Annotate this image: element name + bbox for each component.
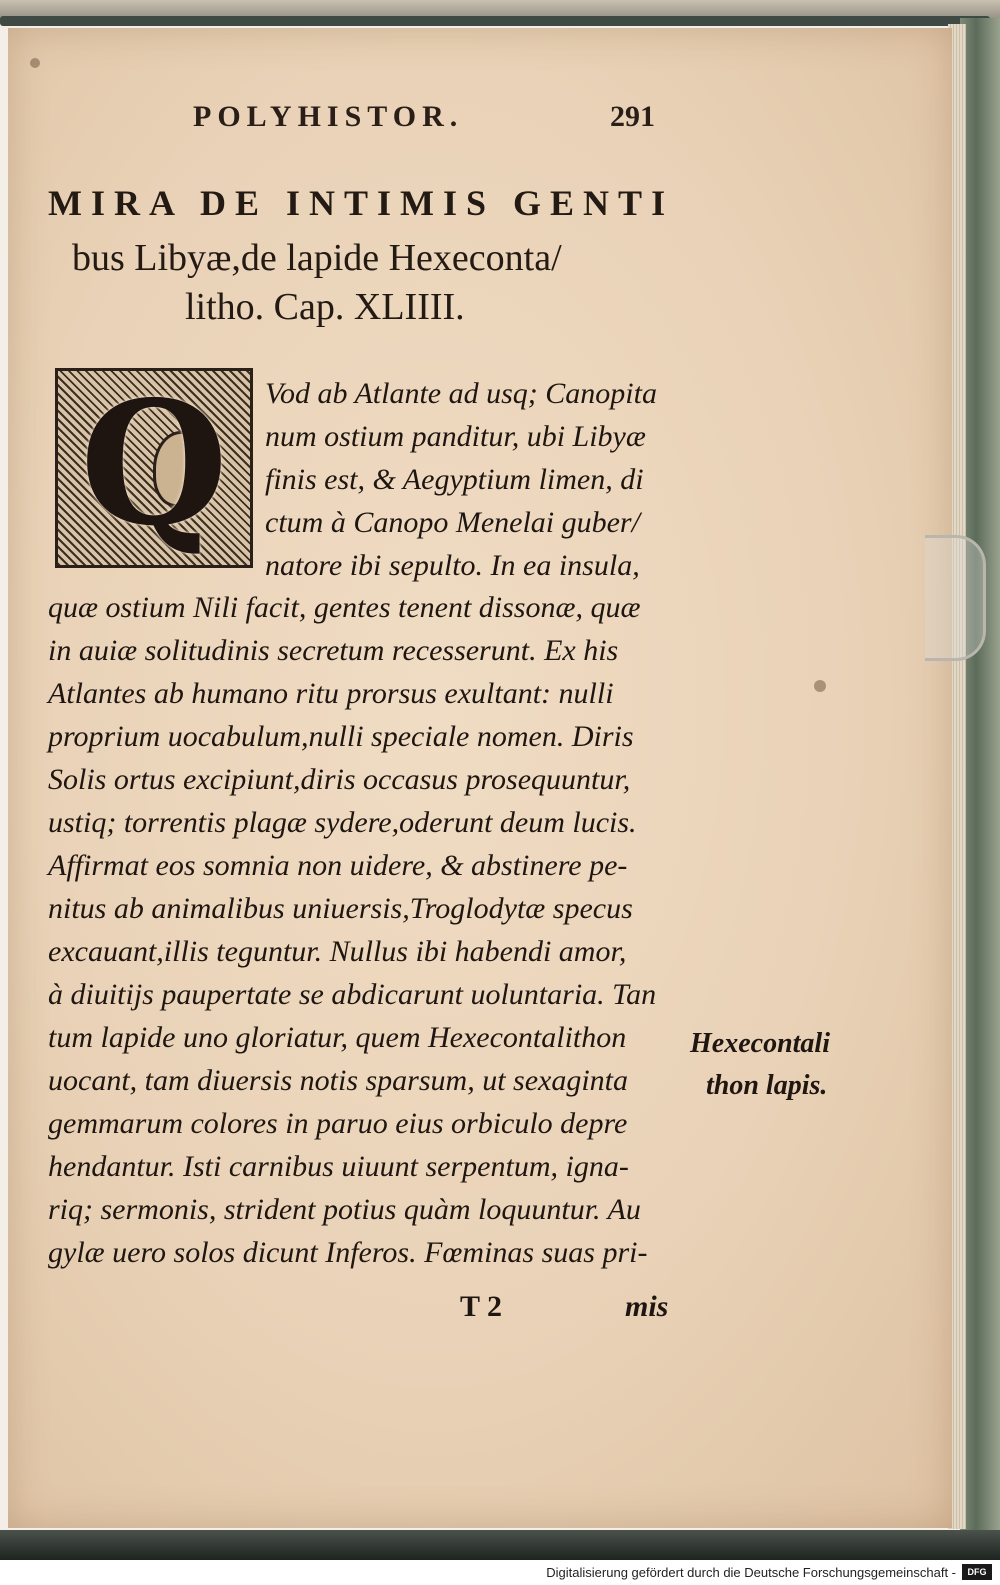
body-line: num ostium panditur, ubi Libyæ: [265, 420, 646, 453]
book-cover-bottom: [0, 1530, 1000, 1560]
page-number: 291: [610, 100, 655, 133]
initial-letter: Q: [80, 368, 229, 564]
footer-bar: [0, 1560, 1000, 1585]
body-line: natore ibi sepulto. In ea insula,: [265, 549, 640, 582]
book-cover-top-edge: [0, 16, 990, 26]
body-line: nitus ab animalibus uniuersis,Troglodytæ specus: [48, 892, 633, 925]
chapter-title-line-1: MIRA DE INTIMIS GENTI: [48, 183, 675, 223]
body-line: ustiq; torrentis plagæ sydere,oderunt deum lucis.: [48, 806, 637, 839]
body-line: gylæ uero solos dicunt Inferos. Fœminas suas pri-: [48, 1236, 648, 1269]
body-line: Solis ortus excipiunt,diris occasus prosequuntur,: [48, 763, 631, 796]
body-line: in auiæ solitudinis secretum recesserunt. Ex his: [48, 634, 619, 667]
body-line: gemmarum colores in paruo eius orbiculo depre: [48, 1107, 628, 1140]
body-line: hendantur. Isti carnibus uiuunt serpentum, igna-: [48, 1150, 629, 1183]
running-head: POLYHISTOR.: [193, 100, 464, 133]
chapter-title-line-3: litho. Cap. XLIIII.: [185, 286, 465, 328]
body-line: excauant,illis teguntur. Nullus ibi habendi amor,: [48, 935, 627, 968]
body-line: tum lapide uno gloriatur, quem Hexecontalithon: [48, 1021, 627, 1054]
body-line: ctum à Canopo Menelai guber/: [265, 506, 640, 539]
stain-spot: [814, 680, 826, 692]
body-line: riq; sermonis, strident potius quàm loquuntur. Au: [48, 1193, 641, 1226]
margin-note-line-2: thon lapis.: [706, 1070, 828, 1101]
catchword: mis: [625, 1290, 669, 1323]
margin-note-line-1: Hexecontali: [690, 1028, 830, 1059]
body-line: Vod ab Atlante ad usq; Canopita: [265, 377, 657, 410]
body-line: uocant, tam diuersis notis sparsum, ut sexaginta: [48, 1064, 629, 1097]
body-line: Atlantes ab humano ritu prorsus exultant: nulli: [48, 677, 614, 710]
body-line: finis est, & Aegyptium limen, di: [265, 463, 644, 496]
body-line: Affirmat eos somnia non uidere, & abstinere pe-: [48, 849, 628, 882]
body-line: à diuitijs paupertate se abdicarunt uoluntaria. Tan: [48, 978, 657, 1011]
stain-spot: [30, 58, 40, 68]
woodcut-initial-icon: [55, 368, 253, 568]
signature-mark: T 2: [460, 1290, 502, 1323]
dfg-logo-icon: DFG: [962, 1564, 992, 1580]
funding-credit: Digitalisierung gefördert durch die Deutsche Forschungsgemeinschaft -: [546, 1565, 956, 1580]
body-line: proprium uocabulum,nulli speciale nomen. Diris: [48, 720, 634, 753]
body-line: quæ ostium Nili facit, gentes tenent dissonæ, quæ: [48, 591, 641, 624]
chapter-title-line-2: bus Libyæ,de lapide Hexeconta/: [72, 237, 562, 279]
page-clip: [925, 535, 986, 661]
book-cover-right: [960, 18, 1000, 1533]
